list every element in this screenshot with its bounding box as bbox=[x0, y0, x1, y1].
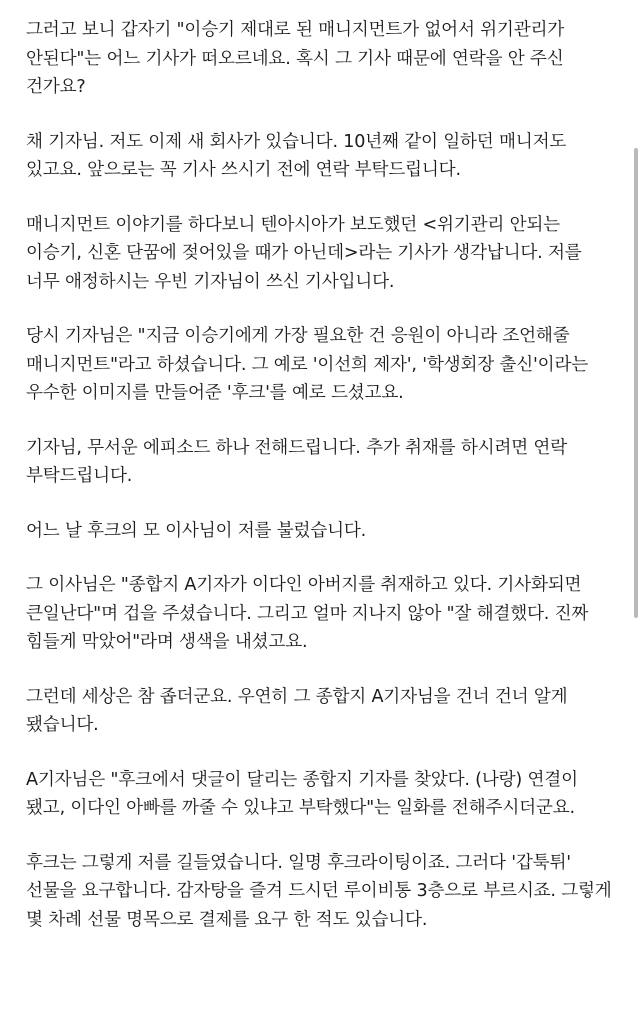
scrollbar-track[interactable] bbox=[634, 0, 640, 1020]
paragraph: 매니지먼트 이야기를 하다보니 텐아시아가 보도했던 <위기관리 안되는 이승기, 신혼 단꿈에 젖어있을 때가 아닌데>라는 기사가 생각납니다. 저를 너무 애정하시는 우빈 기자님이 쓰신 기사입니다. bbox=[26, 214, 587, 292]
paragraph: 그런데 세상은 참 좁더군요. 우연히 그 종합지 A기자님을 건너 건너 알게 됐습니다. bbox=[26, 686, 573, 735]
paragraph: 그러고 보니 갑자기 "이승기 제대로 된 매니지먼트가 없어서 위기관리가 안된다"는 어느 기사가 떠오르네요. 혹시 그 기사 때문에 연락을 안 주신 건가요? bbox=[26, 20, 570, 97]
paragraph: 어느 날 후크의 모 이사님이 저를 불렀습니다. bbox=[26, 520, 367, 541]
paragraph: 당시 기자님은 "지금 이승기에게 가장 필요한 건 응원이 아니라 조언해줄 매니지먼트"라고 하셨습니다. 그 예로 '이선희 제자', '학생회장 출신'이라는 우수한 이미지를 만들어준 '후크'를 예로 드셨고요. bbox=[26, 326, 594, 403]
paragraph: 기자님, 무서운 에피소드 하나 전해드립니다. 추가 취재를 하시려면 연락 부탁드립니다. bbox=[26, 437, 573, 486]
paragraph: 후크는 그렇게 저를 길들였습니다. 일명 후크라이팅이죠. 그러다 '갑툭튀' 선물을 요구합니다. 감자탕을 즐겨 드시던 루이비통 3층으로 부르시죠. 그렇게 몇 차례 선물 명목으로 결제를 요구 한 적도 있습니다. bbox=[26, 852, 617, 930]
paragraph: A기자님은 "후크에서 댓글이 달리는 종합지 기자를 찾았다. (나랑) 연결이 됐고, 이다인 아빠를 까줄 수 있냐고 부탁했다"는 일화를 전해주시더군요. bbox=[26, 769, 584, 818]
paragraph: 그 이사님은 "종합지 A기자가 이다인 아버지를 취재하고 있다. 기사화되면 큰일난다"며 겁을 주셨습니다. 그리고 얼마 지나지 않아 "잘 해결했다. 진짜 힘들게 막았어"라며 생색을 내셨고요. bbox=[26, 575, 594, 652]
paragraph: 채 기자님. 저도 이제 새 회사가 있습니다. 10년째 같이 일하던 매니저도 있고요. 앞으로는 꼭 기사 쓰시기 전에 연락 부탁드립니다. bbox=[26, 131, 572, 180]
scrollbar-thumb[interactable] bbox=[634, 148, 638, 618]
